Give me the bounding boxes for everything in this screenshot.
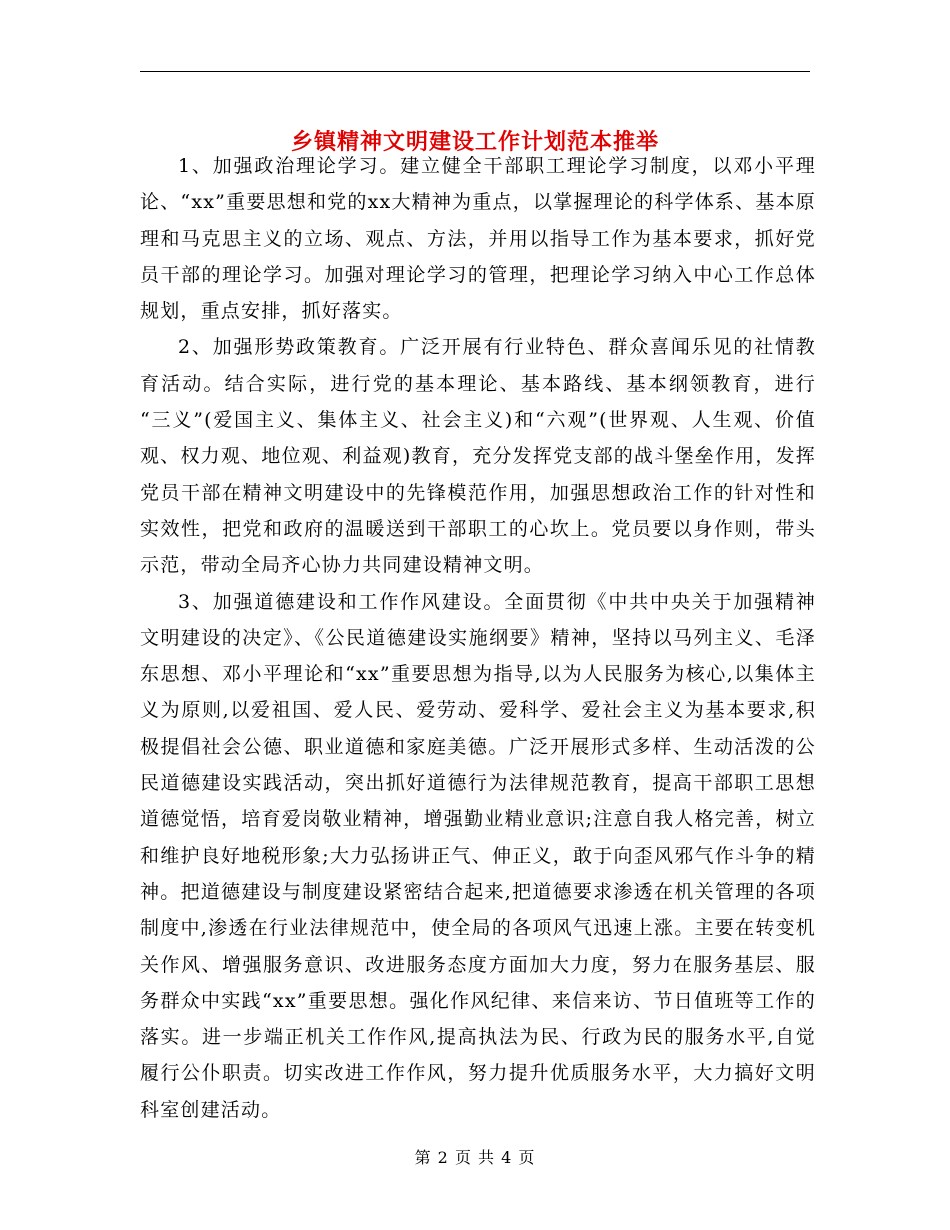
document-body bbox=[140, 148, 816, 1128]
paragraph-1: 1、加强政治理论学习。建立健全干部职工理论学习制度，以邓小平理论、“xx”重要思想和党的xx大精神为重点，以掌握理论的科学体系、基本原理和马克思主义的立场、观点、方法，并用以指导工作为基本要求，抓好党员干部的理论学习。加强对理论学习的管理，把理论学习纳入中心工作总体规划，重点安排，抓好落实。 bbox=[140, 155, 816, 323]
paragraph-2: 2、加强形势政策教育。广泛开展有行业特色、群众喜闻乐见的社情教育活动。结合实际，进行党的基本理论、基本路线、基本纲领教育，进行 “三义”(爱国主义、集体主义、社会主义)和“六观”(世界观、人生观、价值观、权力观、地位观、利益观)教育，充分发挥党支部的战斗堡垒作用，发挥党员干部在精神文明建设中的先锋模范作用，加强思想政治工作的针对性和实效性，把党和政府的温暖送到干部职工的心坎上。党员要以身作则，带头示范，带动全局齐心协力共同建设精神文明。 bbox=[140, 336, 816, 577]
page-number-footer: 第 2 页 共 4 页 bbox=[414, 1148, 536, 1167]
header-rule bbox=[140, 71, 810, 72]
paragraph-3: 3、加强道德建设和工作作风建设。全面贯彻《中共中央关于加强精神文明建设的决定》、《公民道德建设实施纲要》精神，坚持以马列主义、毛泽东思想、邓小平理论和“xx”重要思想为指导,以为人民服务为核心,以集体主义为原则,以爱祖国、爱人民、爱劳动、爱科学、爱社会主义为基本要求,积极提倡社会公德、职业道德和家庭美德。广泛开展形式多样、生动活泼的公民道德建设实践活动，突出抓好道德行为法律规范教育，提高干部职工思想道德觉悟，培育爱岗敬业精神，增强勤业精业意识;注意自我人格完善，树立和维护良好地税形象;大力弘扬讲正气、伸正义，敢于向歪风邪气作斗争的精神。把道德建设与制度建设紧密结合起来,把道德要求渗透在机关管理的各项制度中,渗透在行业法律规范中，使全局的各项风气迅速上涨。主要在转变机关作风、增强服务意识、改进服务态度方面加大力度，努力在服务基层、服务群众中实践“xx”重要思想。强化作风纪律、来信来访、节日值班等工作的落实。进一步端正机关工作作风,提高执法为民、行政为民的服务水平,自觉履行公仆职责。切实改进工作作风，努力提升优质服务水平，大力搞好文明科室创建活动。 bbox=[140, 590, 816, 1121]
document-title: 乡镇精神文明建设工作计划范本推举 bbox=[290, 128, 659, 155]
